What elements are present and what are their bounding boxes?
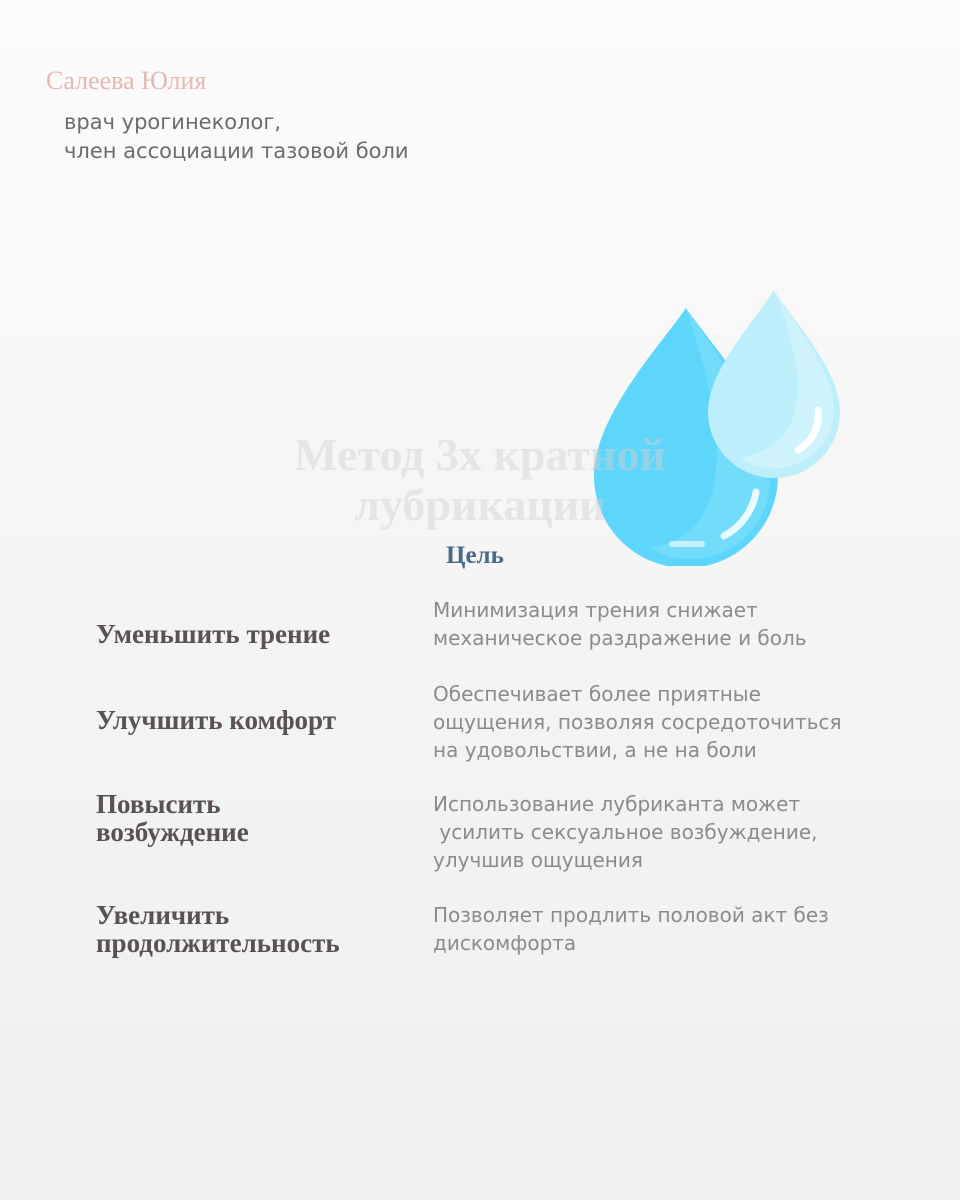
goal-description: [433, 596, 933, 652]
author-role-line: врач урогинеколог,: [64, 110, 282, 134]
author-name: Салеева Юлия: [46, 66, 207, 95]
page-title-line: лубрикации: [354, 479, 606, 530]
goal-label-line: Улучшить комфорт: [96, 705, 336, 735]
goal-description-line: ощущения, позволяя сосредоточиться: [433, 710, 842, 734]
goal-description: [433, 680, 933, 764]
goal-description-line: Обеспечивает более приятные: [433, 682, 761, 706]
goal-description-line: на удовольствии, а не на боли: [433, 738, 757, 762]
goal-description-line: усилить сексуальное возбуждение,: [433, 820, 818, 844]
goal-label-line: Увеличить: [96, 900, 230, 930]
goal-description: [433, 901, 933, 957]
goal-label-line: продолжительность: [96, 928, 340, 958]
goal-description-line: Использование лубриканта может: [433, 792, 801, 816]
author-role: [64, 108, 409, 166]
goal-description-line: улучшив ощущения: [433, 848, 643, 872]
author-role-line: член ассоциации тазовой боли: [64, 139, 409, 163]
page-title-line: Метод 3х кратной: [294, 429, 666, 480]
goal-label: [96, 901, 416, 957]
goal-description-line: дискомфорта: [433, 931, 577, 955]
goal-description-line: Позволяет продлить половой акт без: [433, 903, 829, 927]
page-title: [180, 430, 780, 530]
goal-description-line: Минимизация трения снижает: [433, 598, 758, 622]
goal-description: [433, 790, 933, 874]
goal-label: [96, 620, 416, 648]
goal-label-line: Повысить: [96, 789, 221, 819]
goal-column-header: Цель: [446, 542, 504, 569]
goal-label-line: Уменьшить трение: [96, 619, 331, 649]
goal-label: [96, 706, 416, 734]
goal-label: [96, 790, 416, 846]
goal-description-line: механическое раздражение и боль: [433, 626, 807, 650]
goal-label-line: возбуждение: [96, 817, 249, 847]
